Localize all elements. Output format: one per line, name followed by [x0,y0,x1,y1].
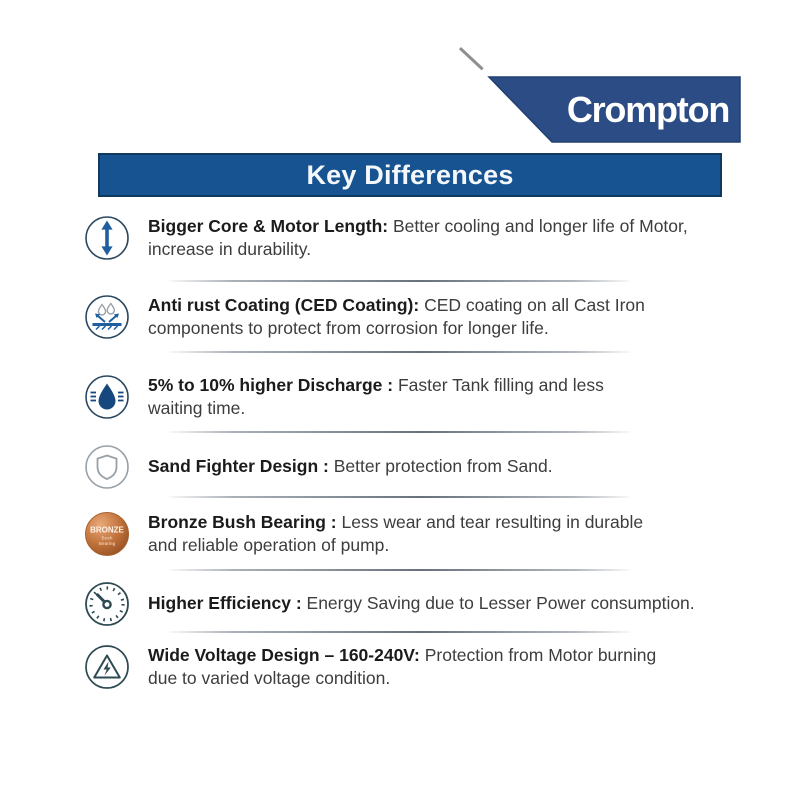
feature-row-bronze-bush [84,511,744,557]
header-title: Key Differences [306,159,514,190]
divider [169,496,630,498]
feature-title: Sand Fighter Design : [148,456,329,476]
feature-text [148,374,604,420]
feature-text [148,644,656,690]
feature-desc: Better protection from Sand. [328,456,553,476]
feature-desc-line2: due to varied voltage condition. [148,668,391,688]
divider [169,351,630,353]
feature-title: Higher Efficiency : [148,593,302,613]
feature-title: Anti rust Coating (CED Coating): [148,295,420,315]
svg-text:BRONZE: BRONZE [90,525,124,535]
feature-title: Bigger Core & Motor Length: [148,216,389,236]
feature-desc: Energy Saving due to Lesser Power consumption. [301,593,695,613]
divider [169,431,630,433]
brand-name: Crompton [566,89,730,130]
shield-icon [84,444,130,490]
feature-desc-line2: increase in durability. [148,239,312,259]
feature-text [148,215,688,261]
svg-text:Bush: Bush [101,536,113,542]
gauge-icon [84,581,130,627]
feature-row-wide-voltage [84,644,744,690]
divider [169,631,630,633]
svg-text:Bearing: Bearing [98,542,116,547]
vertical-arrows-icon [84,215,130,261]
feature-row-higher-efficiency [84,581,744,627]
anti-rust-coating-icon [84,294,130,340]
water-droplet-icon [84,374,130,420]
feature-row-bigger-core [84,215,744,261]
bronze-medal-icon [84,511,130,557]
feature-desc: Better cooling and longer life of Motor, [388,216,688,236]
feature-text [148,294,645,340]
feature-title: 5% to 10% higher Discharge : [148,375,394,395]
divider [169,280,630,282]
feature-desc: CED coating on all Cast Iron [419,295,645,315]
feature-desc-line2: and reliable operation of pump. [148,535,390,555]
feature-text [148,455,553,478]
voltage-warning-icon [84,644,130,690]
feature-desc: Less wear and tear resulting in durable [336,512,644,532]
divider [169,569,630,571]
feature-title: Wide Voltage Design – 160-240V: [148,645,420,665]
feature-desc: Protection from Motor burning [419,645,657,665]
feature-title: Bronze Bush Bearing : [148,512,337,532]
feature-desc: Faster Tank filling and less [393,375,604,395]
feature-desc-line2: waiting time. [148,398,246,418]
decorative-diagonal-line [459,47,483,70]
feature-desc-line2: components to protect from corrosion for longer life. [148,318,549,338]
feature-row-anti-rust [84,294,744,340]
feature-row-sand-fighter [84,444,744,490]
key-differences-header [98,153,722,197]
feature-text [148,511,643,557]
feature-text [148,592,695,615]
feature-row-higher-discharge [84,374,744,420]
